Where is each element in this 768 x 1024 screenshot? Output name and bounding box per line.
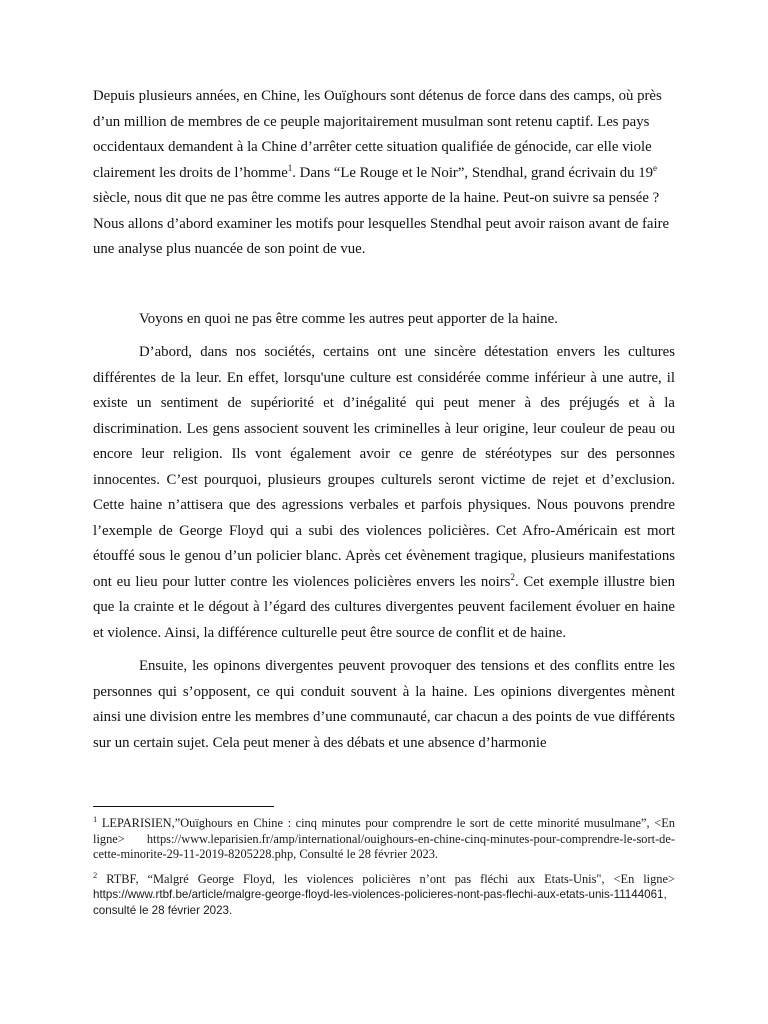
footnote-ref-1[interactable]: 1	[287, 162, 293, 173]
footnote-1	[93, 813, 675, 863]
footnote-text: LEPARISIEN,”Ouïghours en Chine : cinq minutes pour comprendre le sort de cette minorité musulmane”, <En ligne> https://www.leparisien.fr/amp/international/ouighours-en-chine-cinq-minutes-pour-comprendre-le-sort-de-cette-minorite-29-11-2019-8205228.php, Consulté le 28 février 2023.	[93, 816, 675, 861]
intro-text-c: siècle, nous dit que ne pas être comme les autres apporte de la haine. Peut-on suivre sa pensée ? Nous allons d’abord examiner les motifs pour lesquelles Stendhal peut avoir raison avant de faire une analyse plus nuancée de son point de vue.	[93, 190, 670, 257]
intro-paragraph	[93, 84, 675, 263]
footnotes	[93, 813, 675, 918]
footnote-url[interactable]: https://www.rtbf.be/article/malgre-george-floyd-les-violences-policieres-nont-pas-flechi-aux-etats-unis-11144061, consulté le 28 février 2023.	[93, 888, 667, 917]
paragraph-1-text-a: D’abord, dans nos sociétés, certains ont une sincère détestation envers les cultures différentes de la leur. En effet, lorsqu'une culture est considérée comme inférieur à une autre, il existe un sentiment de supériorité et d’inégalité qui peut mener à des préjugés et à la discrimination. Les gens associent souvent les criminelles à leur origine, leur couleur de peau ou encore leur religion. Ils vont également avoir ce genre de stéréotypes sur des personnes innocentes. C’est pourquoi, plusieurs groupes culturels seront victime de rejet et d’exclusion. Cette haine n’attisera que des agressions verbales et parfois physiques. Nous pouvons prendre l’exemple de George Floyd qui a subi des violences policières. Cet Afro-Américain est mort étouffé sous le genou d’un policier blanc. Après cet évènement tragique, plusieurs manifestations ont eu lieu pour lutter contre les violences policières envers les noirs	[93, 344, 675, 590]
body-paragraph-2: Ensuite, les opinons divergentes peuvent provoquer des tensions et des conflits entre les personnes qui s’opposent, ce qui conduit souvent à la haine. Les opinions divergentes mènent ainsi une division entre les membres d’une communauté, car chacun a des points de vue différents sur un certain sujet. Cela peut mener à des débats et une absence d’harmonie	[93, 658, 675, 751]
body-paragraph-1	[93, 340, 675, 646]
document-body	[93, 84, 675, 756]
section-heading: Voyons en quoi ne pas être comme les autres peut apporter de la haine.	[139, 310, 558, 327]
footnote-separator	[93, 806, 274, 807]
century-superscript: e	[653, 162, 658, 173]
paragraph-1-text-b: . Cet exemple illustre bien que la crainte et le dégout à l’égard des cultures divergentes peuvent facilement évoluer en haine et violence. Ainsi, la différence culturelle peut être source de conflit et de haine.	[93, 573, 675, 641]
footnote-number: 1	[93, 813, 98, 824]
footnote-number: 2	[93, 869, 98, 880]
intro-text-a: Depuis plusieurs années, en Chine, les Ouïghours sont détenus de force dans des camps, où près d’un million de membres de ce peuple majoritairement musulman sont retenu captif. Les pays occidentaux demandent à la Chine d’arrêter cette situation qualifiée de génocide, car elle viole clairement les droits de l’homme	[93, 88, 662, 181]
intro-text-b: . Dans “Le Rouge et le Noir”, Stendhal, grand écrivain du 19	[292, 164, 654, 181]
footnote-ref-2[interactable]: 2	[510, 571, 515, 582]
footnote-2	[93, 869, 675, 919]
footnote-text: RTBF, “Malgré George Floyd, les violences policières n’ont pas fléchi aux Etats-Unis", <En ligne>	[97, 871, 675, 886]
